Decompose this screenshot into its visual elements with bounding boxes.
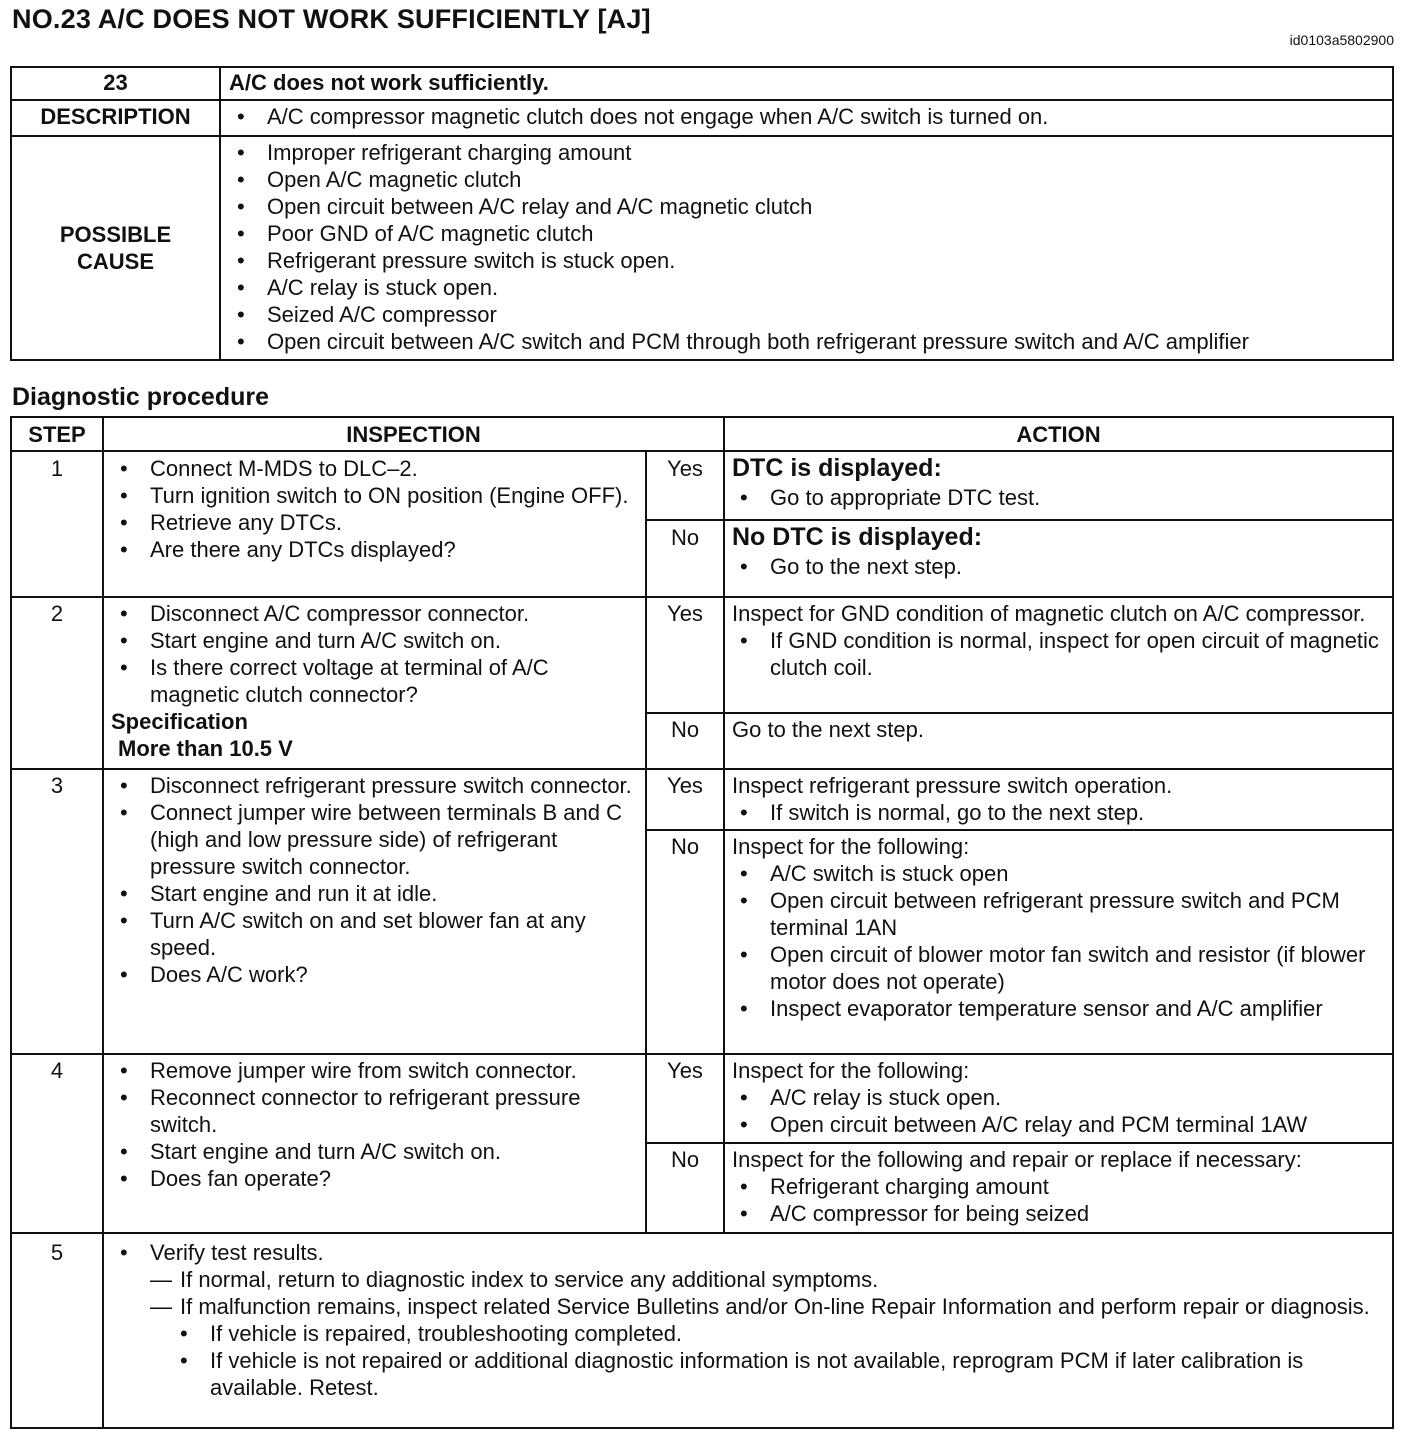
inspection-item: • Remove jumper wire from switch connector. bbox=[150, 1057, 641, 1084]
cause-label-line: POSSIBLE bbox=[59, 222, 172, 247]
symptom-heading: A/C does not work sufficiently. bbox=[220, 67, 1393, 100]
inspection-header: INSPECTION bbox=[103, 417, 724, 451]
action-item: • A/C switch is stuck open bbox=[770, 860, 1388, 887]
specification-value: More than 10.5 V bbox=[118, 736, 293, 761]
step-5-row bbox=[11, 1233, 1393, 1428]
inspection-item: • Turn A/C switch on and set blower fan at any speed. bbox=[150, 907, 641, 961]
step-4-no-action bbox=[724, 1143, 1393, 1233]
action-item: • Inspect evaporator temperature sensor and A/C amplifier bbox=[770, 995, 1388, 1022]
inspection-item: • Start engine and run it at idle. bbox=[150, 880, 641, 907]
no-label: No bbox=[646, 520, 724, 597]
description-item: • A/C compressor magnetic clutch does not engage when A/C switch is turned on. bbox=[267, 103, 1392, 130]
no-label: No bbox=[646, 830, 724, 1054]
dash-mark: — bbox=[150, 1294, 172, 1319]
step-number: 1 bbox=[11, 451, 103, 597]
inspection-item: • Connect jumper wire between terminals B and C (high and low pressure side) of refrigerant pressure switch connector. bbox=[150, 799, 641, 880]
no-label: No bbox=[646, 713, 724, 769]
cause-list-cell bbox=[220, 136, 1393, 360]
step-2-yes-row bbox=[11, 597, 1393, 713]
action-item: • Go to appropriate DTC test. bbox=[770, 484, 1388, 511]
step-number: 2 bbox=[11, 597, 103, 769]
step-4-yes-row bbox=[11, 1054, 1393, 1143]
diagnostic-procedure-table bbox=[10, 416, 1394, 1429]
action-heading: DTC is displayed: bbox=[732, 454, 942, 482]
action-item: • Open circuit of blower motor fan switch and resistor (if blower motor does not operate) bbox=[770, 941, 1388, 995]
yes-label: Yes bbox=[646, 769, 724, 830]
inspection-item: • Start engine and turn A/C switch on. bbox=[150, 1138, 641, 1165]
step-3-inspection bbox=[103, 769, 646, 1054]
action-item: • Refrigerant charging amount bbox=[770, 1173, 1388, 1200]
step-3-yes-row bbox=[11, 769, 1393, 830]
cause-item: • Open A/C magnetic clutch bbox=[267, 166, 1392, 193]
sub-item: • If vehicle is not repaired or additional diagnostic information is not available, reprogram PCM if later calibration is available. Retest. bbox=[210, 1347, 1392, 1401]
step-1-no-action bbox=[724, 520, 1393, 597]
page-title: NO.23 A/C DOES NOT WORK SUFFICIENTLY [AJ] bbox=[12, 4, 651, 34]
sub-item: • If vehicle is repaired, troubleshooting completed. bbox=[210, 1320, 1392, 1347]
step-number: 3 bbox=[11, 769, 103, 1054]
inspection-item: • Are there any DTCs displayed? bbox=[150, 536, 641, 563]
inspection-item: • Reconnect connector to refrigerant pressure switch. bbox=[150, 1084, 641, 1138]
cause-item: • Open circuit between A/C relay and A/C magnetic clutch bbox=[267, 193, 1392, 220]
step-4-yes-action bbox=[724, 1054, 1393, 1143]
action-text: Inspect refrigerant pressure switch operation. bbox=[732, 773, 1173, 798]
section-title: Diagnostic procedure bbox=[12, 383, 269, 411]
document-id: id0103a5802900 bbox=[1289, 32, 1394, 48]
step-2-no-action bbox=[724, 713, 1393, 769]
action-text: Inspect for the following: bbox=[732, 1058, 970, 1083]
symptom-number: 23 bbox=[11, 67, 220, 100]
step-1-inspection bbox=[103, 451, 646, 597]
result-item bbox=[150, 1266, 1392, 1293]
step-number: 4 bbox=[11, 1054, 103, 1233]
dash-mark: — bbox=[150, 1267, 172, 1292]
inspection-item: • Connect M-MDS to DLC–2. bbox=[150, 455, 641, 482]
step-header: STEP bbox=[11, 417, 103, 451]
header-row bbox=[11, 417, 1393, 451]
cause-item: • Poor GND of A/C magnetic clutch bbox=[267, 220, 1392, 247]
action-text: Inspect for the following and repair or replace if necessary: bbox=[732, 1147, 1302, 1172]
summary-row-description bbox=[11, 100, 1393, 136]
step-3-yes-action bbox=[724, 769, 1393, 830]
result-text: If normal, return to diagnostic index to service any additional symptoms. bbox=[180, 1267, 879, 1292]
action-item: • Open circuit between A/C relay and PCM terminal 1AW bbox=[770, 1111, 1388, 1138]
cause-item: • Open circuit between A/C switch and PCM through both refrigerant pressure switch and A/C amplifier bbox=[267, 328, 1392, 355]
action-text: Inspect for GND condition of magnetic clutch on A/C compressor. bbox=[732, 601, 1366, 626]
description-cell bbox=[220, 100, 1393, 136]
action-heading: No DTC is displayed: bbox=[732, 523, 983, 551]
summary-table bbox=[10, 66, 1394, 361]
action-text: Inspect for the following: bbox=[732, 834, 970, 859]
action-item: • If switch is normal, go to the next step. bbox=[770, 799, 1388, 826]
inspection-item: • Does A/C work? bbox=[150, 961, 641, 988]
inspection-item: • Turn ignition switch to ON position (Engine OFF). bbox=[150, 482, 641, 509]
specification-label: Specification bbox=[111, 709, 248, 734]
description-label: DESCRIPTION bbox=[11, 100, 220, 136]
yes-label: Yes bbox=[646, 451, 724, 520]
cause-item: • Seized A/C compressor bbox=[267, 301, 1392, 328]
action-item: • A/C compressor for being seized bbox=[770, 1200, 1388, 1227]
inspection-item: • Does fan operate? bbox=[150, 1165, 641, 1192]
action-text: Go to the next step. bbox=[732, 717, 925, 742]
inspection-item: • Start engine and turn A/C switch on. bbox=[150, 627, 641, 654]
summary-row-title bbox=[11, 67, 1393, 100]
action-item: • Open circuit between refrigerant pressure switch and PCM terminal 1AN bbox=[770, 887, 1388, 941]
action-item: • Go to the next step. bbox=[770, 553, 1388, 580]
cause-label bbox=[11, 136, 220, 360]
inspection-item: • Verify test results. bbox=[150, 1239, 1392, 1266]
action-item: • A/C relay is stuck open. bbox=[770, 1084, 1388, 1111]
summary-row-cause bbox=[11, 136, 1393, 360]
cause-item: • Improper refrigerant charging amount bbox=[267, 139, 1392, 166]
action-item: • If GND condition is normal, inspect for open circuit of magnetic clutch coil. bbox=[770, 627, 1388, 681]
inspection-item: • Disconnect refrigerant pressure switch connector. bbox=[150, 772, 641, 799]
cause-item: • Refrigerant pressure switch is stuck open. bbox=[267, 247, 1392, 274]
cause-label-line: CAUSE bbox=[76, 249, 154, 274]
step-5-inspection bbox=[103, 1233, 1393, 1428]
step-number: 5 bbox=[11, 1233, 103, 1428]
result-list bbox=[104, 1266, 1392, 1320]
yes-label: Yes bbox=[646, 597, 724, 713]
inspection-item: • Retrieve any DTCs. bbox=[150, 509, 641, 536]
step-2-yes-action bbox=[724, 597, 1393, 713]
result-item bbox=[150, 1293, 1392, 1320]
action-header: ACTION bbox=[724, 417, 1393, 451]
inspection-item: • Disconnect A/C compressor connector. bbox=[150, 600, 641, 627]
cause-item: • A/C relay is stuck open. bbox=[267, 274, 1392, 301]
result-text: If malfunction remains, inspect related Service Bulletins and/or On-line Repair Information and perform repair or diagnosis. bbox=[180, 1294, 1370, 1319]
step-4-inspection bbox=[103, 1054, 646, 1233]
step-3-no-action bbox=[724, 830, 1393, 1054]
inspection-item: • Is there correct voltage at terminal of A/C magnetic clutch connector? bbox=[150, 654, 641, 708]
no-label: No bbox=[646, 1143, 724, 1233]
step-1-yes-action bbox=[724, 451, 1393, 520]
step-1-yes-row bbox=[11, 451, 1393, 520]
step-2-inspection bbox=[103, 597, 646, 769]
yes-label: Yes bbox=[646, 1054, 724, 1143]
